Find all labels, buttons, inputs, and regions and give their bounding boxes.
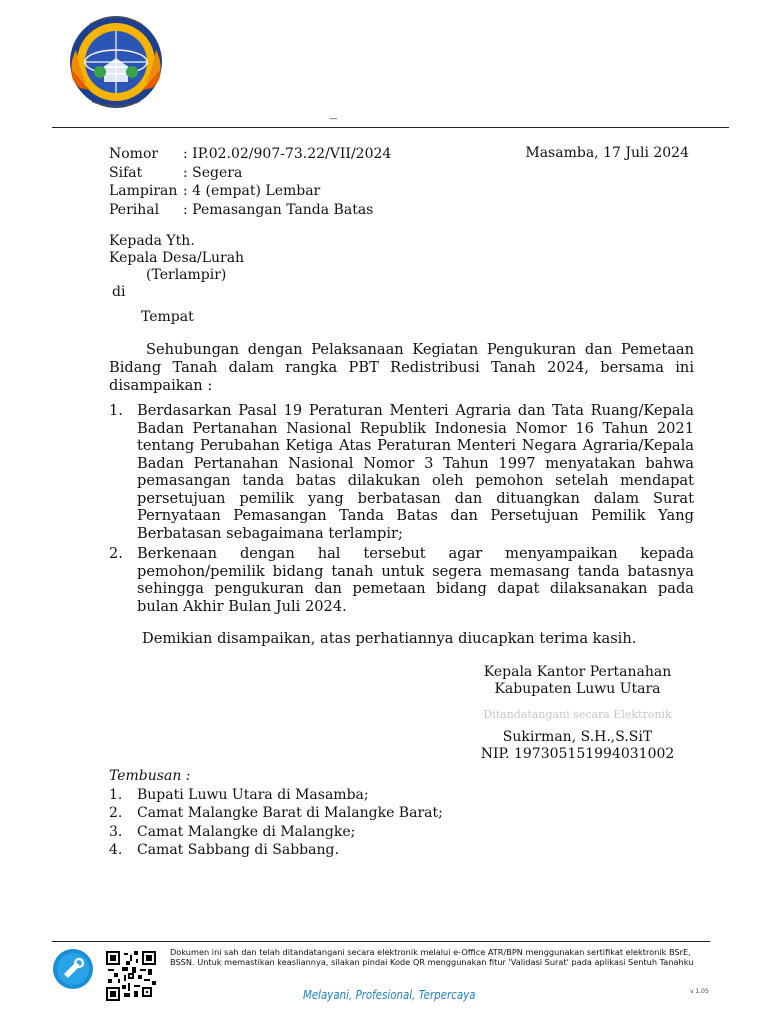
tembusan-item bbox=[109, 841, 443, 860]
signatory-name: Sukirman, S.H.,S.SiT bbox=[502, 729, 653, 745]
tembusan-text: Camat Malangke di Malangke; bbox=[137, 823, 356, 840]
meta-row-sifat bbox=[109, 164, 391, 183]
address-line: Kepada Yth. bbox=[109, 233, 195, 249]
list-item-text: Berkenaan dengan hal tersebut agar menyampaikan kepada pemohon/pemilik bidang tanah untuk segera memasang tanda batasnya sehingga pengukuran dan pemetaan bidang dapat dilaksanakan pada bulan Akhir Bulan Juli 2024. bbox=[137, 545, 694, 615]
meta-key: Lampiran bbox=[109, 183, 178, 199]
meta-value: : Segera bbox=[183, 164, 243, 181]
address-line: Kepala Desa/Lurah bbox=[109, 250, 245, 266]
recipient-address bbox=[109, 233, 244, 326]
e-signature-note: Ditandatangani secara Elektronik bbox=[483, 708, 672, 721]
atr-bpn-logo-icon bbox=[60, 10, 172, 110]
address-line: di bbox=[112, 284, 126, 300]
signatory-nip: NIP. 197305151994031002 bbox=[480, 746, 675, 762]
header-divider bbox=[52, 127, 729, 128]
meta-row-lampiran bbox=[109, 182, 391, 201]
qr-code-icon bbox=[106, 951, 156, 1001]
tembusan-number: 2. bbox=[109, 805, 123, 821]
tembusan-number: 4. bbox=[109, 842, 123, 858]
list-item-text: Berdasarkan Pasal 19 Peraturan Menteri Agraria dan Tata Ruang/Kepala Badan Pertanahan Nasional Republik Indonesia Nomor 16 Tahun 2021 tentang Perubahan Ketiga Atas Peraturan Menteri Negara Agraria/Kepala Badan Pertanahan Nasional Nomor 3 Tahun 1997 menyatakan bahwa pemasangan tanda batas dilakukan oleh pemohon setelah mendapat persetujuan pemilik yang berbatasan dan dituangkan dalam Surat Pernyataan Pemasangan Tanda Batas dan Persetujuan Pemilik Yang Berbatasan sebagaimana terlampir; bbox=[137, 402, 694, 542]
meta-value: : Pemasangan Tanda Batas bbox=[183, 201, 374, 218]
meta-key: Sifat bbox=[109, 164, 143, 181]
footer-version: v 1.05 bbox=[690, 988, 709, 995]
tembusan-item bbox=[109, 823, 443, 842]
meta-row-nomor bbox=[109, 145, 391, 164]
list-item bbox=[109, 545, 694, 615]
body-closing: Demikian disampaikan, atas perhatiannya diucapkan terima kasih. bbox=[142, 630, 637, 647]
header-dash: _ bbox=[330, 104, 337, 120]
tembusan-block bbox=[109, 767, 443, 860]
list-item bbox=[109, 402, 694, 542]
sentuh-tanahku-icon bbox=[52, 948, 94, 990]
letter-meta bbox=[109, 145, 391, 219]
meta-key: Perihal bbox=[109, 201, 160, 218]
meta-row-perihal bbox=[109, 201, 391, 220]
tembusan-text: Bupati Luwu Utara di Masamba; bbox=[137, 786, 369, 803]
tembusan-number: 1. bbox=[109, 786, 123, 803]
tembusan-item bbox=[109, 786, 443, 805]
footer-motto: Melayani, Profesional, Terpercaya bbox=[303, 987, 476, 1002]
signature-title: Kabupaten Luwu Utara bbox=[494, 681, 661, 697]
tembusan-text: Camat Sabbang di Sabbang. bbox=[137, 842, 339, 858]
address-line: (Terlampir) bbox=[146, 267, 227, 283]
list-item-number: 1. bbox=[109, 402, 123, 419]
footer-validation-note: Dokumen ini sah dan telah ditandatangani secara elektronik melalui e-Office ATR/BPN menggunakan sertifikat elektronik BSrE, BSSN. Untuk memastikan keasliannya, silakan pindai Kode QR menggunakan fitur 'Validasi Surat' pada aplikasi Sentuh Tanahku bbox=[170, 947, 694, 967]
tembusan-item bbox=[109, 804, 443, 823]
body-list bbox=[109, 402, 694, 618]
tembusan-heading: Tembusan : bbox=[109, 768, 191, 784]
list-item-number: 2. bbox=[109, 545, 123, 562]
tembusan-text: Camat Malangke Barat di Malangke Barat; bbox=[137, 805, 443, 821]
meta-key: Nomor bbox=[109, 146, 159, 162]
address-line: Tempat bbox=[141, 309, 194, 325]
letter-date: Masamba, 17 Juli 2024 bbox=[525, 145, 689, 161]
meta-value: : 4 (empat) Lembar bbox=[183, 183, 321, 199]
signature-block bbox=[470, 664, 685, 763]
signature-title: Kepala Kantor Pertanahan bbox=[483, 664, 672, 680]
body-intro: Sehubungan dengan Pelaksanaan Kegiatan Pengukuran dan Pemetaan Bidang Tanah dalam rangka PBT Redistribusi Tanah 2024, bersama ini disampaikan : bbox=[109, 341, 694, 394]
tembusan-number: 3. bbox=[109, 823, 123, 840]
footer-divider bbox=[52, 941, 710, 942]
meta-value: : IP.02.02/907-73.22/VII/2024 bbox=[183, 146, 392, 162]
